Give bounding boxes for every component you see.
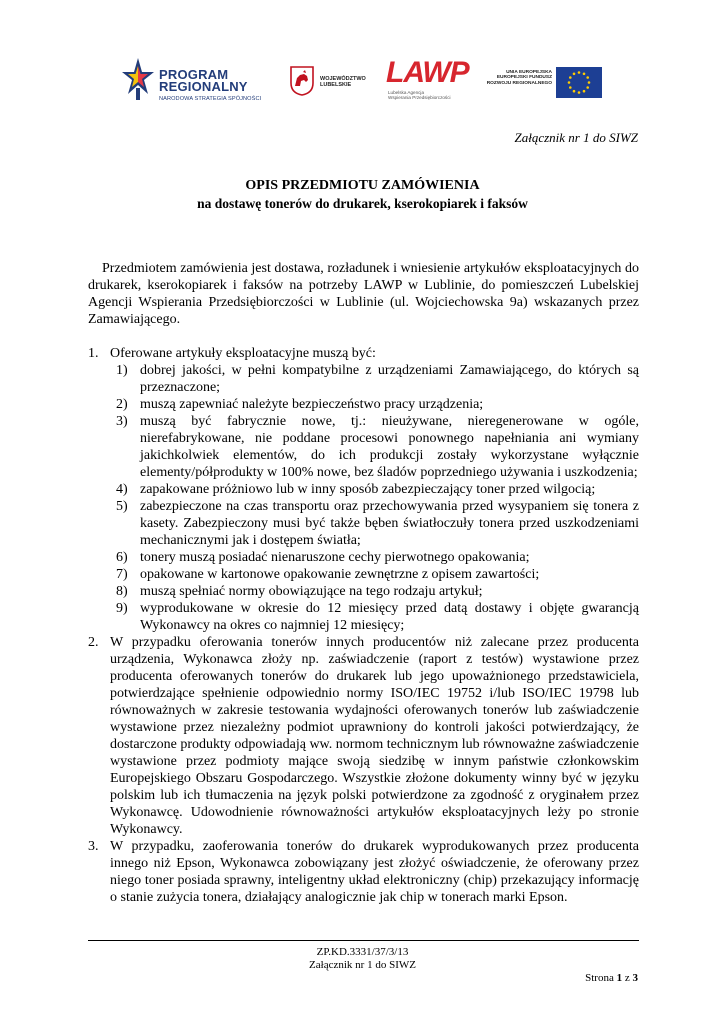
eu-text: [486, 70, 552, 86]
sub-item-text: muszą być fabrycznie nowe, tj.: nieużywane, nieregenerowane w ogóle, nierefabrykowane, nie poddane procesowi ponownego napełniania ani wymiany jakichkolwiek elementów, do ich produkcji zostały wykorzystane wyłącznie elementy/półprodukty w 100% nowe, bez śladów poprzedniego używania i uszkodzenia;: [140, 414, 639, 480]
program-regionalny-logo: [118, 56, 268, 108]
sub-item-number: 6): [116, 550, 128, 565]
sub-item-text: dobrej jakości, w pełni kompatybilne z urządzeniami Zamawiającego, do których są przeznaczone;: [140, 363, 639, 395]
page-current: 1: [616, 972, 623, 984]
sub-item-text: zapakowane próżniowo lub w inny sposób zabezpieczający toner przed wilgocią;: [140, 482, 596, 497]
lawp-line1: Lubelska Agencja: [388, 90, 425, 95]
document-title: OPIS PRZEDMIOTU ZAMÓWIENIA: [245, 178, 480, 193]
sub-list-item: [116, 583, 639, 600]
sub-item-number: 9): [116, 601, 128, 616]
program-regionalny-title: [159, 69, 248, 93]
eu-line1: UNIA EUROPEJSKA: [506, 70, 552, 75]
coat-of-arms-icon: [290, 66, 314, 96]
intro-paragraph: Przedmiotem zamówienia jest dostawa, rozładunek i wniesienie artykułów eksploatacyjnych do drukarek, kserokopiarek i faksów na potrzeby LAWP w Lublinie, do pomieszczeń Lubelskiej Agencji Wspierania Przedsiębiorczości w Lublinie (ul. Wojciechowska 9a) wskazanych przez Zamawiającego.: [88, 261, 639, 327]
lawp-subtitle: [388, 90, 451, 100]
nss-star-icon: [122, 58, 154, 102]
sub-item-text: tonery muszą posiadać nienaruszone cechy pierwotnego opakowania;: [140, 550, 530, 565]
document-subtitle: na dostawę tonerów do drukarek, kserokopiarek i faksów: [197, 196, 528, 211]
wojewodztwo-logo: [290, 66, 370, 102]
item-text: W przypadku, zaoferowania tonerów do drukarek wyprodukowanych przez producenta innego niż Epson, Wykonawca zobowiązany jest złożyć oświadczenie, że oferowany przez niego toner posiada sprawny, inteligentny układ elektroniczny (chip) przekazujący informację o stanie zużycia tonera, działający analogicznie jak chip w tonerach marki Epson.: [110, 839, 639, 905]
sub-list-item: [116, 396, 639, 413]
eu-line2: EUROPEJSKI FUNDUSZ: [496, 75, 552, 81]
item-number: 1.: [88, 346, 99, 361]
eu-logo: [486, 64, 608, 100]
lawp-logo: [386, 56, 469, 104]
item-text: W przypadku oferowania tonerów innych producentów niż zalecane przez producenta urządzenia, Wykonawca złoży np. zaświadczenie (raport z testów) wystawione przez producenta oferowanych tonerów do drukarek lub jego upoważnionego przedstawiciela, potwierdzające spełnienie odpowiednio normy ISO/IEC 19752 i/lub ISO/IEC 19798 lub równoważnych w zakresie testowania wydajności oferowanych tonerów lub zaświadczenie wystawione przez niezależny podmiot uprawniony do kontroli jakości potwierdzający, że dostarczone produkty odpowiadają ww. normom technicznym lub równoważne zaświadczenie wystawione przez podmioty mające swoją siedzibę w innym państwie członkowskim Europejskiego Obszaru Gospodarczego. Wszystkie złożone dokumenty winny być w języku polskim lub ich tłumaczenia na język polski potwierdzone za zgodność z oryginałem przez Wykonawcę. Udowodnienie równoważności artykułów eksploatacyjnych leży po stronie Wykonawcy.: [110, 635, 639, 837]
sub-item-number: 2): [116, 397, 128, 412]
page-number: [585, 972, 638, 984]
list-item: [88, 838, 639, 906]
item-number: 3.: [88, 839, 99, 854]
sub-item-text: muszą zapewniać należyte bezpieczeństwo pracy urządzenia;: [140, 397, 484, 412]
sub-list-item: [116, 549, 639, 566]
list-item: [88, 345, 639, 634]
page-prefix: Strona: [585, 972, 614, 984]
lawp-wordmark: LAWP: [386, 56, 469, 89]
sub-item-number: 3): [116, 414, 128, 429]
document-body: [88, 260, 639, 906]
sub-list: [110, 362, 639, 634]
sub-list-item: [116, 362, 639, 396]
sub-list-item: [116, 566, 639, 583]
sub-list-item: [116, 413, 639, 481]
sub-list-item: [116, 498, 639, 549]
logo-bar: [118, 56, 608, 108]
sub-item-text: wyprodukowane w okresie do 12 miesięcy przed datą dostawy i objęte gwarancją Wykonawcy na okres co najmniej 12 miesięcy;: [140, 601, 639, 633]
footer-reference: ZP.KD.3331/37/3/13: [316, 946, 409, 958]
sub-list-item: [116, 481, 639, 498]
wojewodztwo-text: [320, 76, 366, 88]
item-number: 2.: [88, 635, 99, 650]
sub-item-number: 4): [116, 482, 128, 497]
page-separator: z: [624, 972, 630, 984]
wojewodztwo-line: WOJEWÓDZTWO: [320, 76, 366, 82]
program-subtitle: NARODOWA STRATEGIA SPÓJNOŚCI: [159, 96, 262, 102]
regionalny-line: REGIONALNY: [159, 79, 248, 94]
eu-line3: ROZWOJU REGIONALNEGO: [486, 80, 552, 86]
sub-item-number: 7): [116, 567, 128, 582]
sub-item-text: muszą spełniać normy obowiązujące na tego rodzaju artykuł;: [140, 584, 483, 599]
item-text: Oferowane artykuły eksploatacyjne muszą być:: [110, 346, 376, 361]
sub-item-text: opakowane w kartonowe opakowanie zewnętrzne z opisem zawartości;: [140, 567, 540, 582]
footer-divider: [88, 940, 639, 941]
sub-item-number: 1): [116, 363, 128, 378]
sub-item-number: 8): [116, 584, 128, 599]
eu-flag-icon: [556, 67, 602, 98]
annex-label: Załącznik nr 1 do SIWZ: [514, 130, 638, 145]
sub-list-item: [116, 600, 639, 634]
requirements-list: [88, 345, 639, 906]
sub-item-number: 5): [116, 499, 128, 514]
page-total: 3: [632, 972, 638, 984]
lubelskie-line: LUBELSKIE: [320, 82, 352, 88]
program-line: PROGRAM: [159, 67, 229, 82]
footer-annex: Załącznik nr 1 do SIWZ: [309, 959, 416, 971]
lawp-line2: Wspierania Przedsiębiorczości: [388, 95, 451, 100]
sub-item-text: zabezpieczone na czas transportu oraz przechowywania przed wysypaniem się tonera z kasety. Zabezpieczony musi być także bęben światłoczuły tonera przed uszkodzeniami mechanicznymi jak i dostępem światła;: [140, 499, 639, 548]
list-item: [88, 634, 639, 838]
